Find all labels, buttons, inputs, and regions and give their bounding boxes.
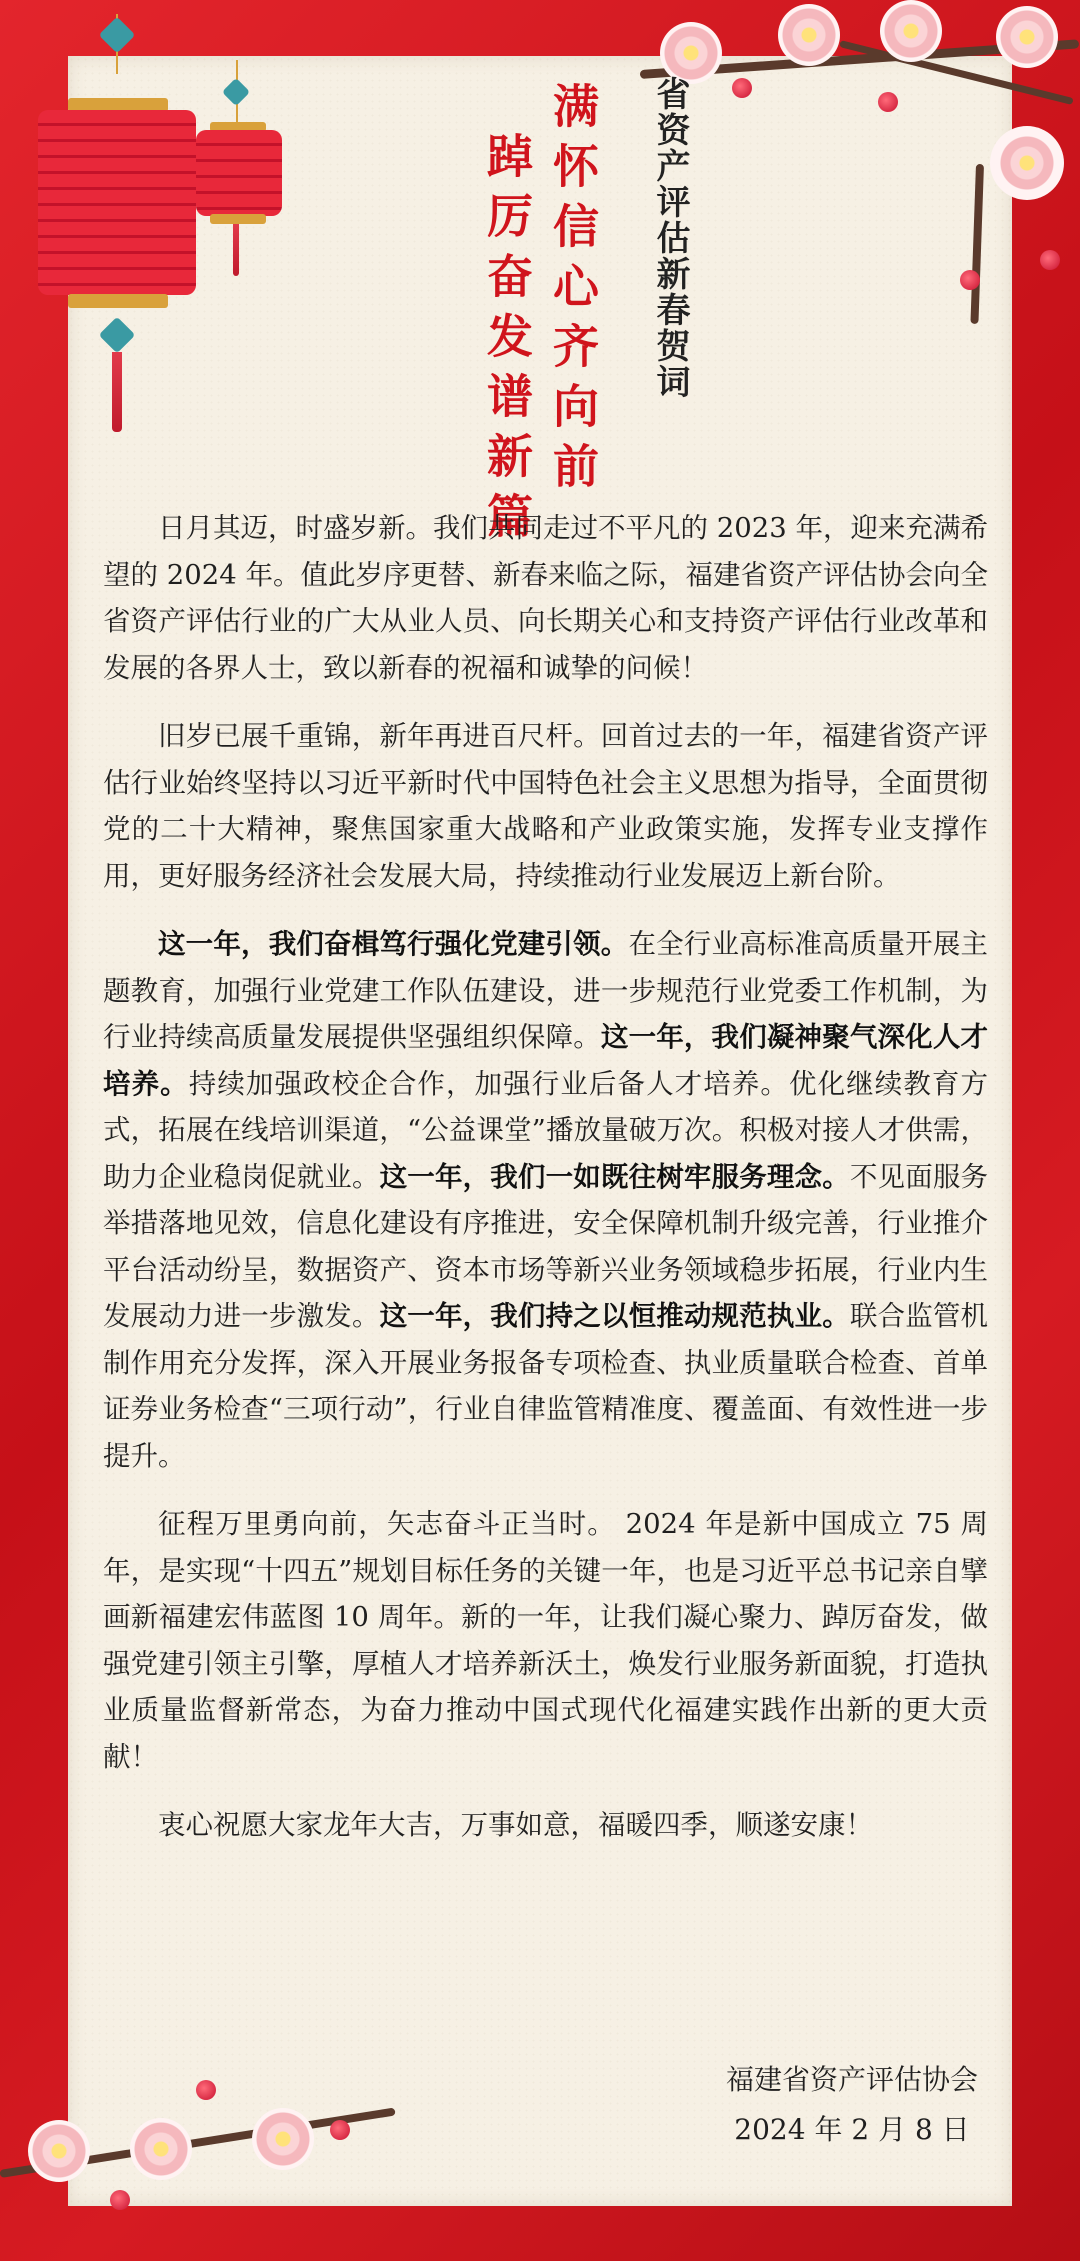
signature-block (726, 2055, 978, 2155)
paragraph-text: 旧岁已展千重锦，新年再进百尺杆。回首过去的一年，福建省资产评估行业始终坚持以习近平新时代中国特色社会主义思想为指导，全面贯彻党的二十大精神，聚焦国家重大战略和产业政策实施，发挥专业支撑作用，更好服务经济社会发展大局，持续推动行业发展迈上新台阶。 (103, 720, 988, 892)
blossom-bud-icon (960, 270, 980, 290)
blossom-bud-icon (1040, 250, 1060, 270)
letter-paragraph (103, 1802, 988, 1849)
blossom-bud-icon (732, 78, 752, 98)
plum-blossom-icon (660, 22, 722, 84)
headline-line1: 满怀信心齐向前 (546, 82, 600, 502)
plum-blossom-icon (130, 2118, 192, 2180)
red-lantern-icon (38, 110, 196, 295)
highlight-phrase: 这一年，我们凝神聚气深化人才培养。 (103, 1021, 989, 1100)
signature-org: 福建省资产评估协会 (725, 2063, 978, 2096)
plum-blossom-icon (252, 2108, 314, 2170)
plum-blossom-icon (880, 0, 942, 62)
letter-paragraph (103, 1501, 988, 1780)
plum-blossom-icon (778, 4, 840, 66)
paragraph-text: 联合监管机制作用充分发挥，深入开展业务报备专项检查、执业质量联合检查、首单证券业务检查“三项行动”，行业自律监管精准度、覆盖面、有效性进一步提升。 (103, 1300, 989, 1472)
signature-date: 2024 年 2 月 8 日 (734, 2113, 970, 2146)
paragraph-text: 持续加强政校企合作，加强行业后备人才培养。优化继续教育方式，拓展在线培训渠道，“公益课堂”播放量破万次。积极对接人才供需，助力企业稳岗促就业。 (103, 1067, 988, 1193)
paragraph-text: 日月其迈，时盛岁新。我们共同走过不平凡的 2023 年，迎来充满希望的 2024 年。值此岁序更替、新春来临之际，福建省资产评估协会向全省资产评估行业的广大从业人员、向长期关心和支持资产评估行业改革和发展的各界人士，致以新春的祝福和诚挚的问候！ (103, 512, 988, 684)
paragraph-text: 衷心祝愿大家龙年大吉，万事如意，福暖四季，顺遂安康！ (158, 1809, 873, 1841)
lantern-cap (210, 214, 266, 224)
headline-subtitle: 省资产评估新春贺词 (650, 76, 690, 400)
lantern-tassel (233, 224, 239, 276)
lantern-cap (68, 294, 168, 308)
blossom-bud-icon (330, 2120, 350, 2140)
highlight-phrase: 这一年，我们一如既往树牢服务理念。 (379, 1160, 850, 1193)
blossom-bud-icon (110, 2190, 130, 2210)
highlight-phrase: 这一年，我们奋楫笃行强化党建引领。 (158, 928, 629, 960)
paragraph-text: 征程万里勇向前，矢志奋斗正当时。 2024 年是新中国成立 75 周年，是实现“十四五”规划目标任务的关键一年，也是习近平总书记亲自擘画新福建宏伟蓝图 10 周年。新的一年，让我们凝心聚力、踔厉奋发，做强党建引领主引擎，厚植人才培养新沃土，焕发行业服务新面貌，打造执业质量监督新常态，为奋力推动中国式现代化福建实践作出新的更大贡献！ (103, 1508, 988, 1773)
letter-paragraph (103, 921, 988, 1479)
letter-paragraph (103, 505, 988, 691)
letter-body (103, 505, 988, 1871)
lantern-tassel (112, 352, 122, 432)
red-lantern-icon (196, 130, 282, 216)
highlight-phrase: 这一年，我们持之以恒推动规范执业。 (379, 1300, 850, 1332)
plum-blossom-icon (996, 6, 1058, 68)
paragraph-text: 不见面服务举措落地见效，信息化建设有序推进，安全保障机制升级完善，行业推介平台活动纷呈，数据资产、资本市场等新兴业务领域稳步拓展，行业内生发展动力进一步激发。 (103, 1160, 989, 1332)
blossom-bud-icon (196, 2080, 216, 2100)
letter-paragraph (103, 713, 988, 899)
plum-blossom-icon (990, 126, 1064, 200)
headline-line2: 踔厉奋发谱新篇 (480, 132, 534, 552)
plum-blossom-icon (28, 2120, 90, 2182)
blossom-bud-icon (878, 92, 898, 112)
paragraph-text: 在全行业高标准高质量开展主题教育，加强行业党建工作队伍建设，进一步规范行业党委工作机制，为行业持续高质量发展提供坚强组织保障。 (103, 928, 989, 1053)
